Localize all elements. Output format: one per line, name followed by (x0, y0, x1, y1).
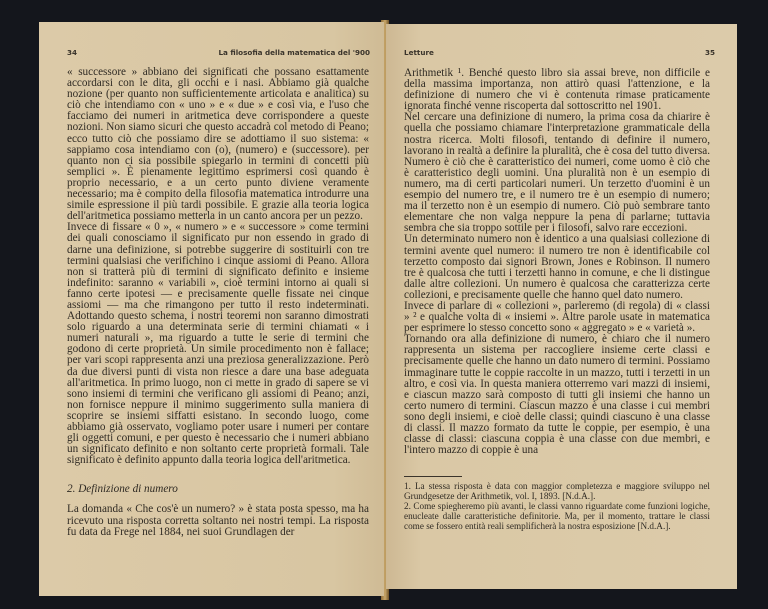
page-number: 34 (67, 48, 78, 57)
paragraph: Invece di parlare di « collezioni », parleremo (di regola) di « classi » ² e qualche volta di « insiemi ». Altre parole usate in matematica per esprimere lo stesso concetto sono « aggregato » e « varietà ». (404, 299, 710, 335)
running-head: Letture (404, 48, 434, 57)
footnote-rule (404, 476, 462, 477)
paragraph: La domanda « Che cos'è un numero? » è stata posta spesso, ma ha ricevuto una risposta corretta soltanto nei nostri tempi. La risposta fu data da Frege nel 1884, nei suoi Grundlagen der (67, 503, 369, 538)
paragraph: Un determinato numero non è identico a una qualsiasi collezione di termini avente quel numero: il numero tre non è identificabile col terzetto composto dai signori Brown, Jones e Robinson. Il numero tre è qualcosa che tutti i terzetti hanno in comune, e che li distingue dalle altre collezioni. Un numero è qualcosa che caratterizza certe collezioni, e precisamente quelle che hanno quel dato numero. (404, 233, 710, 301)
left-page (39, 22, 384, 596)
footnote: 1. La stessa risposta è data con maggior completezza e maggiore sviluppo nel Grundgesetze der Arithmetik, vol. I, 1893. [N.d.A.]. (404, 481, 710, 501)
page-body (404, 68, 710, 456)
right-page (386, 24, 737, 589)
paragraph: Nel cercare una definizione di numero, la prima cosa da chiarire è quella che possiamo chiamare l'interpretazione grammaticale della nostra ricerca. Molti filosofi, tentando di definire il numero, lavorano in realtà a definire la pluralità, che è cosa del tutto diversa. Numero è ciò che è caratteristico dei numeri, come uomo è ciò che è caratteristico degli uomini. Una pluralità non è un esempio di numero, ma di certi particolari numeri. Un terzetto d'uomini è un esempio del numero tre, e il numero tre è un esempio di numero; ma il terzetto non è un esempio di numero. Ciò può sembrare tanto elementare che non valga neppure la pena di parlarne; tuttavia sembra che sia troppo sottile per i filosofi, salvo rare eccezioni. (404, 111, 710, 235)
paragraph: Invece di fissare « 0 », « numero » e « successore » come termini dei quali conosciamo il significato pur non essendo in grado di darne una definizione, si potrebbe suggerire di sostituirli con tre termini qualsiasi che verifichino i cinque assiomi di Peano. Allora non si tratterà più di termini di significato definito e insieme indefinito: saranno « variabili », cioè termini intorno ai quali si fanno certe ipotesi — e precisamente quelle fissate nei cinque assiomi — ma che rimangono per tutto il resto indeterminati. Adottando questo schema, i nostri teoremi non saranno dimostrati solo riguardo a una determinata serie di termini chiamati « i numeri naturali », ma riguardo a tutte le serie di termini che godono di certe proprietà. Un simile procedimento non è fallace; per vari scopi rappresenta anzi una preziosa generalizzazione. Però da due diversi punti di vista non riesce a dare una base adeguata all'aritmetica. In primo luogo, non ci mette in grado di sapere se vi sono insiemi di termini che verificano gli assiomi di Peano; anzi, non fornisce neppure il minimo suggerimento sulla maniera di scoprire se insiemi siffatti esistano. In secondo luogo, come abbiamo già osservato, vogliamo poter usare i numeri per contare gli oggetti comuni, e per questo è necessario che i numeri abbiano un significato definito e non soltanto certe proprietà formali. Tale significato è definito appunto dalla teoria logica dell'aritmetica. (67, 221, 369, 467)
footnote: 2. Come spiegheremo più avanti, le classi vanno riguardate come funzioni logiche, enucleate dalle caratteristiche definitorie. Ma, per il momento, trattare le classi come se fossero entità reali semplificherà la nostra esposizione [N.d.A.]. (404, 501, 710, 531)
page-number: 35 (704, 48, 715, 57)
paragraph: « successore » abbiano dei significati che possano esattamente accordarsi con le dita, gli occhi e i nasi. Abbiamo già qualche nozione (per quanto non sufficientemente articolata e analitica) su ciò che intendiamo con « uno » e « due » e così via, e l'uso che facciamo dei numeri in aritmetica deve corrispondere a queste nozioni. Non siamo sicuri che questo accadrà col metodo di Peano; ecco tutto ciò che possiamo dire se adottiamo il suo sistema: « sappiamo cosa intendiamo con (o), (numero) e (successore). per quanto non ci sia possibile spiegarlo in termini di concetti più semplici ». È pienamente legittimo esprimersi così quando è proprio necessario, e a un certo punto diviene veramente necessario; ma è compito della filosofia matematica introdurre una simile espressione il più tardi possibile. E grazie alla teoria logica dell'aritmetica possiamo metterla in un canto ancora per un pezzo. (67, 66, 369, 223)
section-heading: 2. Definizione di numero (67, 483, 178, 496)
footnotes (404, 476, 710, 531)
paragraph: Arithmetik ¹. Benché questo libro sia assai breve, non difficile e della massima importanza, non attirò quasi l'attenzione, e la definizione di numero che vi è contenuta rimase praticamente ignorata finché venne riscoperta dal sottoscritto nel 1901. (404, 67, 710, 113)
running-head: La filosofia della matematica del '900 (218, 48, 370, 57)
page-body (67, 67, 369, 538)
paragraph: Tornando ora alla definizione di numero, è chiaro che il numero rappresenta un sistema per raccogliere insieme certe classi e precisamente quelle che hanno un dato numero di termini. Possiamo immaginare tutte le coppie raccolte in un mazzo, tutti i terzetti in un altro, e così via. In questa maniera otterremo vari mazzi di insiemi, e ciascun mazzo sarà composto di tutti gli insiemi che hanno un certo numero di termini. Ciascun mazzo è una classe i cui membri sono degli insiemi, e cioè delle classi; quindi ciascuno è una classe di classi. Il mazzo formato da tutte le coppie, per esempio, è una classe di classi: ciascuna coppia è una classe con due membri, e l'intero mazzo di coppie è una (404, 333, 710, 457)
